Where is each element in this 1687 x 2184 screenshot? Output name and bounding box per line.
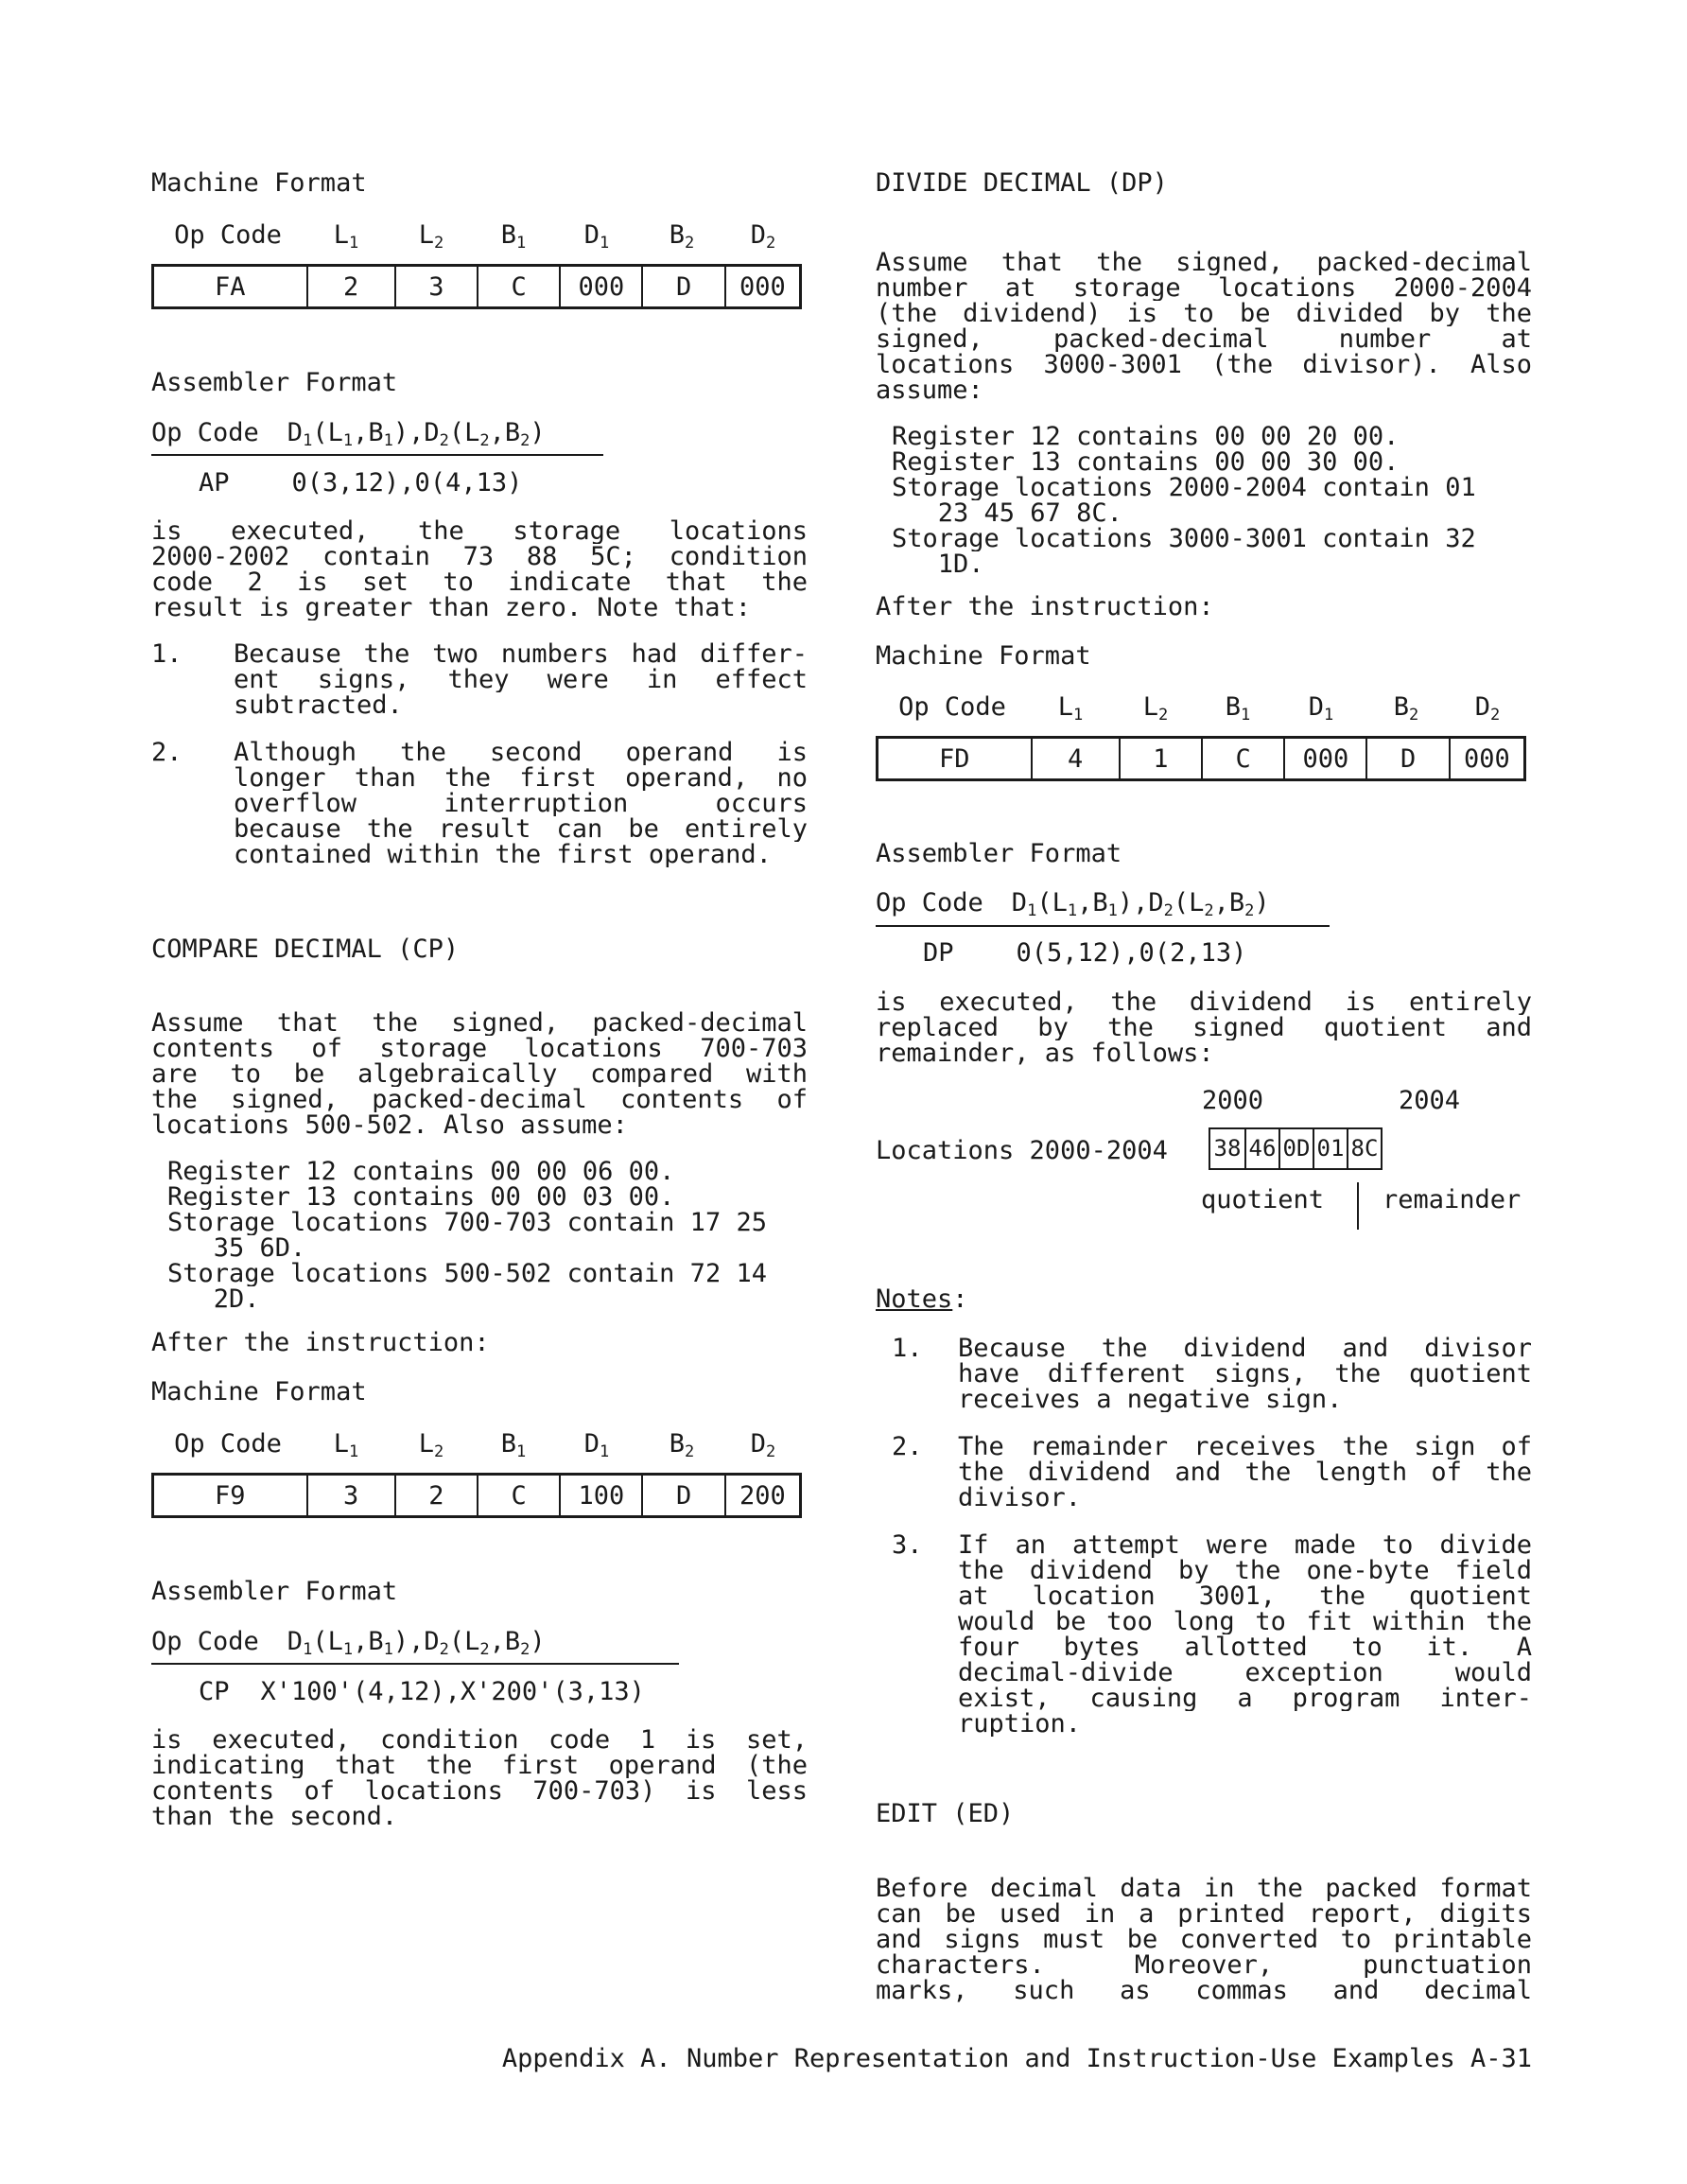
text-line: (the dividend) is to be divided by the [876, 301, 1532, 326]
text-line: characters. Moreover, punctuation [876, 1952, 1532, 1978]
notes-label-text: Notes [876, 1284, 953, 1314]
field-value: 000 [724, 267, 799, 306]
cp-asm-header [151, 1627, 808, 1659]
field-label: $B_2$ [669, 220, 695, 253]
field-label: $B_1$ [500, 220, 527, 253]
ed-intro-text [876, 1876, 1532, 2003]
text-line: replaced by the signed quotient and [876, 1015, 1532, 1040]
ed-heading: EDIT (ED) [876, 1799, 1015, 1828]
note-number: 2. [892, 1432, 923, 1461]
cp-heading: COMPARE DECIMAL (CP) [151, 935, 460, 964]
text-line: indicating that the first operand (the [151, 1753, 808, 1778]
field-label: $L_2$ [418, 1429, 444, 1461]
text-line: Because the dividend and divisor [958, 1336, 1532, 1361]
text-line: overflow interruption occurs [234, 791, 808, 816]
note-number: 1. [151, 639, 183, 669]
asm-header-operands: $D_1(L_1,B_1),D_2(L_2,B_2)$ [1011, 888, 1270, 920]
field-value: D [641, 267, 723, 306]
note-number: 2. [151, 738, 183, 767]
field-label: $L_1$ [333, 220, 359, 253]
ap-field-boxes [151, 264, 802, 309]
field-value: FA [215, 271, 246, 302]
field-label: $L_1$ [1057, 692, 1084, 725]
text-line: The remainder receives the sign of [958, 1434, 1532, 1459]
text-line: decimal-divide exception would [958, 1660, 1532, 1686]
dp-result-text [876, 989, 1532, 1066]
text-line: than the second. [151, 1804, 398, 1829]
field-label: $B_1$ [500, 1429, 527, 1461]
text-line: Although the second operand is [234, 740, 808, 765]
text-line: Assume that the signed, packed-decimal [151, 1010, 808, 1036]
loc-start-address: 2000 [1202, 1086, 1264, 1115]
dp-assume-list [892, 424, 1548, 577]
text-line: 1D. [892, 551, 984, 577]
text-line: and signs must be converted to printable [876, 1927, 1532, 1952]
text-line: are to be algebraically compared with [151, 1061, 808, 1087]
asm-op: CP [199, 1677, 230, 1706]
text-line: at location 3001, the quotient [958, 1583, 1532, 1609]
text-line: 2000-2002 contain 73 88 5C; condition [151, 544, 808, 569]
asm-operands: X'100'(4,12),X'200'(3,13) [260, 1677, 645, 1706]
text-line: contained within the first operand. [234, 842, 772, 867]
text-line: subtracted. [234, 692, 403, 718]
quotient-label: quotient [1201, 1185, 1325, 1214]
text-line: If an attempt were made to divide [958, 1532, 1532, 1558]
note-body [958, 1532, 1532, 1737]
text-line: Because the two numbers had differ- [234, 641, 808, 667]
field-value: 3 [394, 267, 477, 306]
field-value: 000 [1283, 739, 1365, 778]
text-line: Register 12 contains 00 00 20 00. [892, 424, 1400, 449]
text-line: four bytes allotted to it. A [958, 1634, 1532, 1660]
text-line: marks, such as commas and decimal [876, 1978, 1532, 2003]
text-line: because the result can be entirely [234, 816, 808, 842]
ap-asm-header [151, 418, 808, 450]
loc-byte-boxes [1209, 1127, 1383, 1170]
field-label: $B_1$ [1225, 692, 1251, 725]
ap-field-labels [151, 222, 802, 251]
text-line: contents of storage locations 700-703 [151, 1036, 808, 1061]
text-line: 23 45 67 8C. [892, 500, 1122, 526]
field-value: 100 [559, 1476, 641, 1515]
cp-result-text [151, 1727, 808, 1829]
notes-label [876, 1286, 1532, 1312]
field-value: D [1365, 739, 1448, 778]
field-label: $D_2$ [750, 220, 776, 253]
note-body [234, 740, 808, 867]
text-line: Assume that the signed, packed-decimal [876, 250, 1532, 275]
text-line: assume: [876, 377, 983, 403]
text-line: ruption. [958, 1711, 1082, 1737]
cp-after-label: After the instruction: [151, 1328, 490, 1357]
ap-assembler-format-label: Assembler Format [151, 368, 398, 397]
cp-asm-instruction [199, 1679, 855, 1704]
text-line: 2D. [167, 1286, 260, 1312]
text-line: Storage locations 2000-2004 contain 01 [892, 475, 1476, 500]
cp-machine-format-label: Machine Format [151, 1377, 367, 1406]
cp-assume-list [167, 1159, 824, 1312]
note-number: 1. [892, 1334, 923, 1363]
field-value: 2 [306, 267, 394, 306]
field-value: C [477, 267, 559, 306]
loc-label: Locations 2000-2004 [876, 1136, 1168, 1165]
text-line: 35 6D. [167, 1235, 306, 1261]
text-line: Before decimal data in the packed format [876, 1876, 1532, 1901]
text-line: the dividend and the length of the [958, 1459, 1532, 1485]
text-line: Storage locations 500-502 contain 72 14 [167, 1261, 767, 1286]
field-value: 000 [559, 267, 641, 306]
text-line: the signed, packed-decimal contents of [151, 1087, 808, 1112]
text-line: Storage locations 700-703 contain 17 25 [167, 1210, 767, 1235]
asm-op: AP [199, 468, 230, 498]
text-line: can be used in a printed report, digits [876, 1901, 1532, 1927]
field-value: 1 [1119, 739, 1201, 778]
text-line: divisor. [958, 1485, 1082, 1511]
text-line: would be too long to fit within the [958, 1609, 1532, 1634]
loc-byte: 38 [1213, 1135, 1242, 1162]
field-label: $L_2$ [1142, 692, 1169, 725]
asm-header-op: Op Code [151, 418, 259, 447]
text-line: is executed, the dividend is entirely [876, 989, 1532, 1015]
loc-byte: 01 [1313, 1129, 1347, 1168]
field-value: 000 [1449, 739, 1523, 778]
ap-result-text [151, 518, 808, 620]
text-line: contents of locations 700-703) is less [151, 1778, 808, 1804]
dp-asm-header [876, 888, 1532, 920]
text-line: Storage locations 3000-3001 contain 32 [892, 526, 1476, 551]
field-label: $B_2$ [669, 1429, 695, 1461]
field-label: $D_1$ [583, 220, 610, 253]
field-value: C [1201, 739, 1283, 778]
field-value: F9 [215, 1480, 246, 1511]
note-number: 3. [892, 1530, 923, 1560]
text-line: exist, causing a program inter- [958, 1686, 1532, 1711]
cp-intro-text [151, 1010, 808, 1138]
ap-asm-rule [151, 454, 603, 456]
text-line: remainder, as follows: [876, 1040, 1214, 1066]
asm-op: DP [923, 938, 954, 968]
dp-asm-instruction [923, 940, 1579, 966]
text-line: signed, packed-decimal number at [876, 326, 1532, 352]
asm-operands: 0(5,12),0(2,13) [1016, 938, 1247, 968]
text-line: locations 500-502. Also assume: [151, 1112, 628, 1138]
field-value: C [477, 1476, 559, 1515]
text-line: number at storage locations 2000-2004 [876, 275, 1532, 301]
field-label: $L_1$ [333, 1429, 359, 1461]
note-body [234, 641, 808, 718]
field-label: $B_2$ [1393, 692, 1419, 725]
text-line: Register 13 contains 00 00 30 00. [892, 449, 1400, 475]
field-label: Op Code [174, 220, 282, 250]
dp-after-label: After the instruction: [876, 592, 1214, 621]
asm-header-operands: $D_1(L_1,B_1),D_2(L_2,B_2)$ [287, 418, 546, 450]
field-label: Op Code [898, 692, 1006, 722]
text-line: Register 13 contains 00 00 03 00. [167, 1184, 675, 1210]
note-body [958, 1434, 1532, 1511]
field-value: 4 [1031, 739, 1119, 778]
field-label: $D_2$ [1474, 692, 1501, 725]
dp-field-boxes [876, 736, 1526, 781]
field-label: $D_2$ [750, 1429, 776, 1461]
field-value: 2 [394, 1476, 477, 1515]
note-body [958, 1336, 1532, 1412]
text-line: code 2 is set to indicate that the [151, 569, 808, 595]
loc-byte: 0D [1278, 1129, 1313, 1168]
text-line: is executed, condition code 1 is set, [151, 1727, 808, 1753]
ap-machine-format-label: Machine Format [151, 168, 367, 198]
field-label: $D_1$ [1308, 692, 1334, 725]
asm-header-operands: $D_1(L_1,B_1),D_2(L_2,B_2)$ [287, 1627, 546, 1659]
dp-assembler-format-label: Assembler Format [876, 839, 1122, 868]
text-line: is executed, the storage locations [151, 518, 808, 544]
text-line: locations 3000-3001 (the divisor). Also [876, 352, 1532, 377]
loc-byte: 8C [1347, 1129, 1381, 1168]
loc-end-address: 2004 [1399, 1086, 1461, 1115]
field-label: $D_1$ [583, 1429, 610, 1461]
asm-header-op: Op Code [876, 888, 983, 917]
notes-label-colon: : [952, 1284, 968, 1314]
field-value: D [641, 1476, 723, 1515]
dp-intro-text [876, 250, 1532, 403]
field-label: $L_2$ [418, 220, 444, 253]
asm-header-op: Op Code [151, 1627, 259, 1656]
remainder-label: remainder [1383, 1185, 1522, 1214]
cp-asm-rule [151, 1663, 679, 1665]
dp-field-labels [876, 694, 1526, 723]
text-line: Register 12 contains 00 00 06 00. [167, 1159, 675, 1184]
text-line: ent signs, they were in effect [234, 667, 808, 692]
ap-asm-instruction [199, 470, 855, 496]
field-value: 200 [724, 1476, 799, 1515]
field-value: FD [939, 743, 970, 774]
page-footer: Appendix A. Number Representation and Instruction-Use Examples A-31 [501, 2044, 1532, 2073]
dp-machine-format-label: Machine Format [876, 641, 1091, 671]
cp-field-labels [151, 1431, 802, 1459]
loc-byte: 46 [1244, 1129, 1278, 1168]
cp-field-boxes [151, 1473, 802, 1518]
dp-asm-rule [876, 925, 1330, 927]
field-value: 3 [306, 1476, 394, 1515]
text-line: the dividend by the one-byte field [958, 1558, 1532, 1583]
quotient-remainder-divider [1357, 1182, 1359, 1230]
dp-heading: DIVIDE DECIMAL (DP) [876, 168, 1168, 198]
text-line: longer than the first operand, no [234, 765, 808, 791]
cp-assembler-format-label: Assembler Format [151, 1577, 398, 1606]
field-label: Op Code [174, 1429, 282, 1459]
text-line: receives a negative sign. [958, 1387, 1343, 1412]
text-line: result is greater than zero. Note that: [151, 595, 751, 620]
text-line: have different signs, the quotient [958, 1361, 1532, 1387]
asm-operands: 0(3,12),0(4,13) [291, 468, 523, 498]
